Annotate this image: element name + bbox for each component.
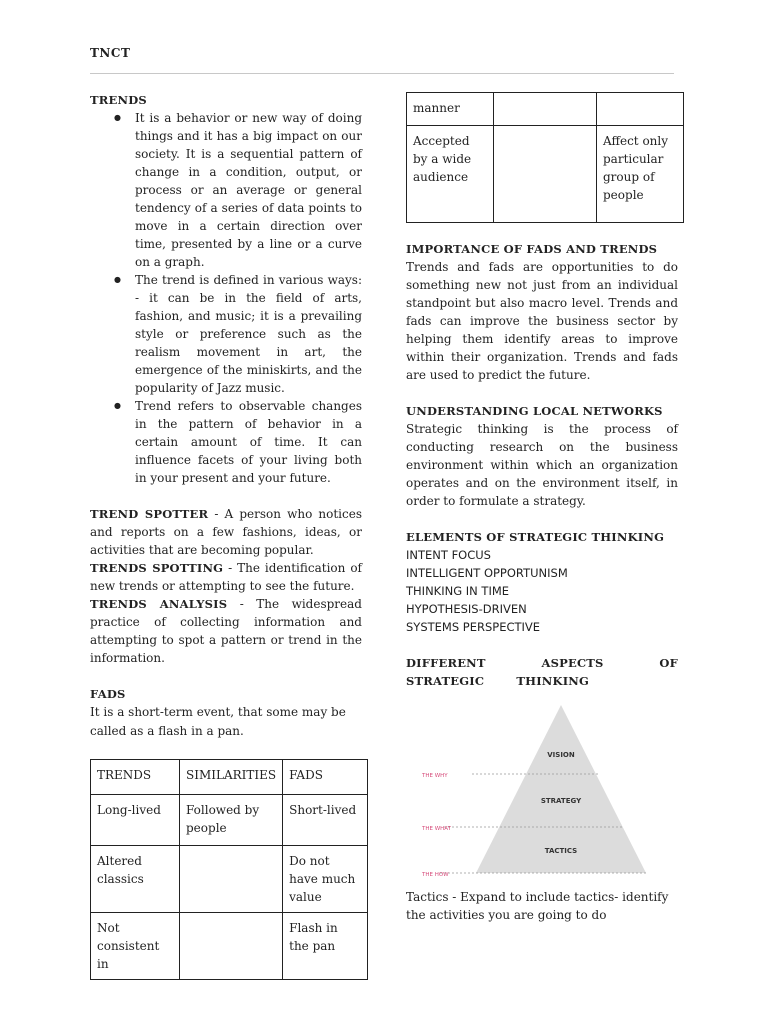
networks-text: Strategic thinking is the process of conducting research on the business environment within which an organization operates and on the environment itself, in order to formulate a strategy. (406, 422, 678, 508)
trends-fads-table (90, 759, 368, 980)
importance-text: Trends and fads are opportunities to do something new not just from an individual standpoint but also macro level. Trends and fads can improve the business sector by helping them identify areas to improve within their organization. Trends and fads are used to predict the future. (406, 260, 678, 382)
table-row (407, 126, 684, 223)
networks-heading: UNDERSTANDING LOCAL NETWORKS (406, 404, 663, 418)
tactics-text: Tactics - Expand to include tactics- identify the activities you are going to do (406, 890, 669, 922)
table-cell: Followed by people (180, 795, 283, 846)
pyramid-side-label: THE WHY (422, 773, 448, 779)
table-header-cell: SIMILARITIES (180, 760, 283, 795)
trends-analysis-definition (90, 595, 362, 667)
trend-spotter-definition (90, 505, 362, 559)
strategy-pyramid-diagram (404, 700, 664, 885)
table-header-row (91, 760, 368, 795)
table-row (91, 795, 368, 846)
aspects-heading: DIFFERENT ASPECTS OF STRATEGIC THINKING (406, 656, 678, 688)
table-cell: Affect only particular group of people (597, 126, 684, 223)
list-item: ● Trend refers to observable changes in the pattern of behavior in a certain amount of time. It can influence facets of your living both in your present and your future. (90, 397, 362, 487)
table-cell (180, 846, 283, 913)
table-cell (494, 126, 597, 223)
table-header-cell: TRENDS (91, 760, 180, 795)
trends-heading: TRENDS (90, 93, 147, 107)
table-cell: manner (407, 93, 494, 126)
trends-spotting-term: TRENDS SPOTTING (90, 561, 224, 575)
table-header-cell: FADS (283, 760, 368, 795)
list-item: ● It is a behavior or new way of doing things and it has a big impact on our society. It is a sequential pattern of change in a condition, output, or process or an average or general tendency of a series of data points to move in a certain direction over time, presented by a line or a curve on a graph. (90, 109, 362, 271)
trend-spotter-term: TREND SPOTTER (90, 507, 209, 521)
table-row (91, 913, 368, 980)
list-item: INTELLIGENT OPPORTUNISM (406, 566, 568, 580)
right-column (406, 92, 678, 690)
elements-heading: ELEMENTS OF STRATEGIC THINKING (406, 530, 665, 544)
pyramid-level-label: VISION (547, 751, 575, 759)
trend-spotter-text: - A person who notices and reports on a few fashions, ideas, or activities that are becoming popular. (90, 507, 362, 557)
table-cell: Not consistent in (91, 913, 180, 980)
trends-fads-table-continued (406, 92, 684, 223)
list-item: THINKING IN TIME (406, 584, 510, 598)
fads-heading: FADS (90, 687, 126, 701)
pyramid-level-label: TACTICS (544, 847, 578, 855)
header-title: TNCT (90, 46, 131, 60)
importance-heading: IMPORTANCE OF FADS AND TRENDS (406, 242, 658, 256)
table-cell (180, 913, 283, 980)
table-cell (494, 93, 597, 126)
pyramid-side-label: THE HOW (422, 872, 449, 878)
trends-analysis-term: TRENDS ANALYSIS (90, 597, 228, 611)
fads-text: It is a short-term event, that some may be called as a flash in a pan. (90, 705, 346, 738)
list-item: HYPOTHESIS-DRIVEN (406, 602, 527, 616)
list-item: INTENT FOCUS (406, 548, 491, 562)
trends-spotting-definition (90, 559, 362, 595)
pyramid-side-label: THE WHAT (422, 826, 451, 832)
table-cell: Accepted by a wide audience (407, 126, 494, 223)
table-cell: Altered classics (91, 846, 180, 913)
table-row (407, 93, 684, 126)
trends-bullet-list (90, 109, 362, 487)
table-cell (597, 93, 684, 126)
list-item: SYSTEMS PERSPECTIVE (406, 620, 541, 634)
table-row (91, 846, 368, 913)
trends-analysis-text: - The widespread practice of collecting information and attempting to spot a pattern or trend in the information. (90, 597, 362, 665)
table-cell: Flash in the pan (283, 913, 368, 980)
table-cell: Do not have much value (283, 846, 368, 913)
table-cell: Long-lived (91, 795, 180, 846)
trends-spotting-text: - The identification of new trends or attempting to see the future. (90, 561, 362, 593)
list-item: ● The trend is defined in various ways: - it can be in the field of arts, fashion, and music; it is a prevailing style or preference such as the realism movement in art, the emergence of the miniskirts, and the popularity of Jazz music. (90, 271, 362, 397)
table-cell: Short-lived (283, 795, 368, 846)
pyramid-level-label: STRATEGY (540, 797, 582, 805)
left-column (90, 91, 362, 980)
header-divider (90, 73, 674, 74)
